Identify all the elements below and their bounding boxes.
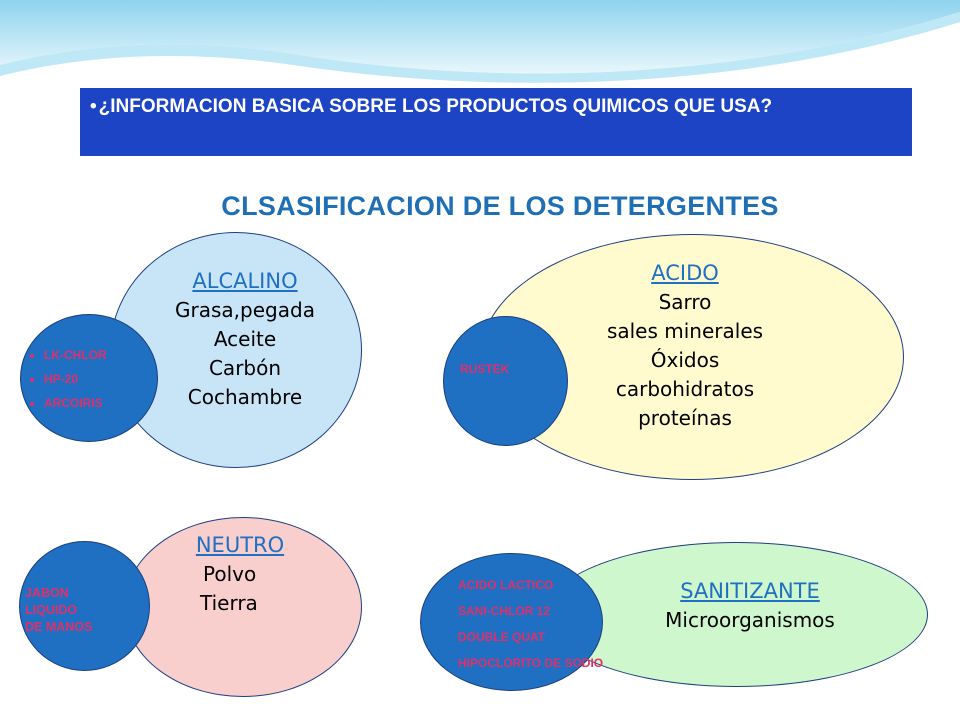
acido-item: carbohidratos [615,377,755,401]
product-item: • ARCOIRIS [44,396,107,410]
acido-products-circle [443,316,568,446]
sanitizante-group [630,577,870,635]
neutro-group [170,531,310,618]
neutro-products [25,585,92,636]
alcalino-heading: ALCALINO [192,269,298,293]
product-item: LIQUIDO [25,603,78,617]
product-item: ACIDO LACTICO [458,578,554,592]
acido-item: proteínas [638,406,732,430]
sanitizante-products [458,572,603,676]
acido-group [575,259,795,433]
neutro-item: Tierra [200,591,258,615]
product-item: JABON [25,586,69,600]
product-item: DE MANOS [25,620,93,634]
neutro-item: Polvo [203,562,257,586]
sanitizante-item: Microorganismos [665,608,835,632]
alcalino-item: Cochambre [187,385,303,409]
product-item: HIPOCLORITO DE SODIO [458,656,604,670]
alcalino-item: Aceite [213,327,277,351]
alcalino-group [140,267,350,412]
neutro-heading: NEUTRO [195,533,285,557]
product-item: • HP-20 [44,372,107,386]
acido-heading: ACIDO [651,261,719,285]
product-item: • LK-CHLOR [44,348,107,362]
decorative-wave [0,0,960,90]
acido-item: Óxidos [650,348,720,372]
bullet-marker: • [90,96,97,117]
alcalino-item: Grasa,pegada [175,298,315,322]
product-item: DOUBLE QUAT [458,630,546,644]
acido-item: Sarro [658,290,712,314]
sanitizante-heading: SANITIZANTE [680,579,820,603]
product-item: SANI-CHLOR 12 [458,604,551,618]
alcalino-item: Carbón [208,356,282,380]
page-title: CLSASIFICACION DE LOS DETERGENTES [221,191,779,221]
acido-item: sales minerales [606,319,764,343]
header-banner [80,88,912,156]
banner-text: ¿INFORMACION BASICA SOBRE LOS PRODUCTOS QUIMICOS QUE USA? [98,96,773,117]
alcalino-products [30,348,107,420]
acido-product: RUSTEK [460,362,510,376]
